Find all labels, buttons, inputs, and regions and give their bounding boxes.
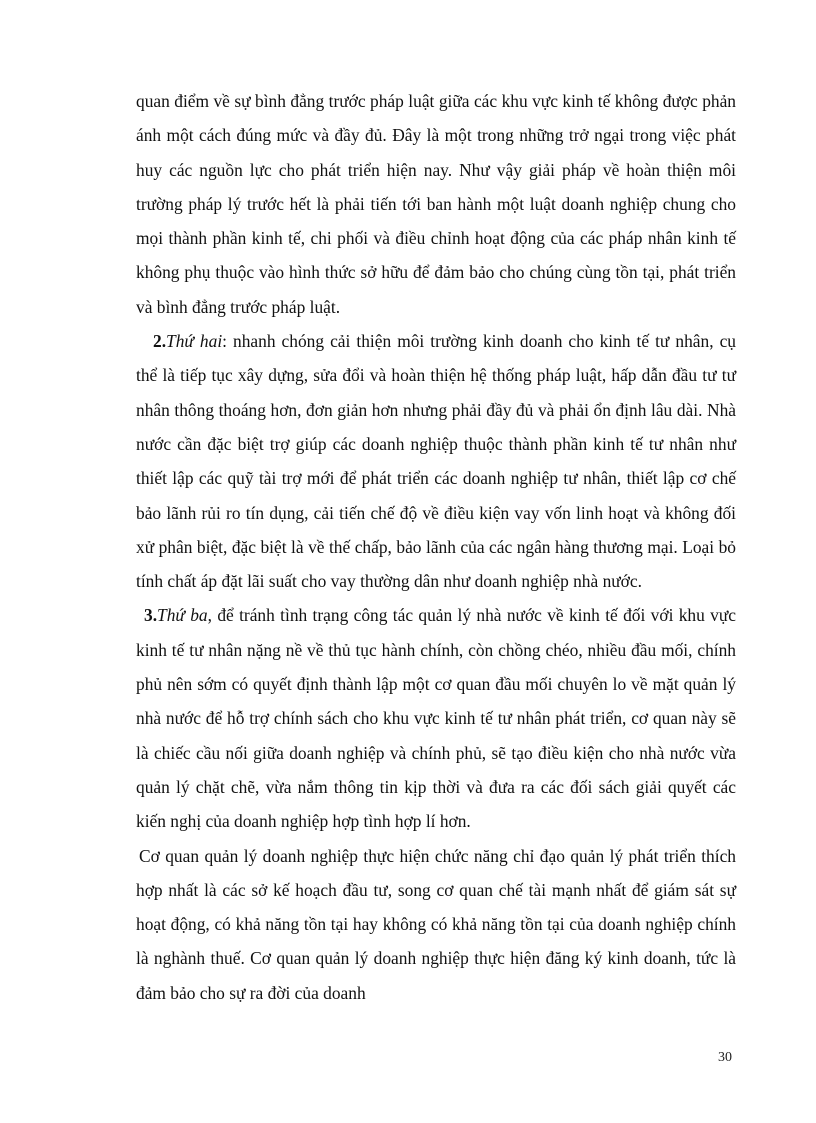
page-number: 30: [718, 1050, 732, 1065]
point-number: 2.: [153, 331, 167, 352]
paragraph-continued: [136, 84, 736, 324]
paragraph-third-point: [136, 598, 736, 838]
paragraph-text: , để tránh tình trạng công tác quản lý nhà nước về kinh tế đối với khu vực kinh tế tư nhân nặng nề về thủ tục hành chính, còn chồng chéo, nhiều đầu mối, chính phủ nên sớm có quyết định thành lập một cơ quan đầu mối chuyên lo về mặt quản lý nhà nước để hỗ trợ chính sách cho khu vực kinh tế tư nhân phát triển, cơ quan này sẽ là chiếc cầu nối giữa doanh nghiệp và chính phủ, sẽ tạo điều kiện cho nhà nước vừa quản lý chặt chẽ, vừa nắm thông tin kịp thời và đưa ra các đối sách giải quyết các kiến nghị của doanh nghiệp hợp tình hợp lí hơn.: [136, 605, 737, 832]
body-text: [136, 84, 736, 1010]
paragraph-text: Cơ quan quản lý doanh nghiệp thực hiện chức năng chỉ đạo quản lý phát triển thích hợp nhất là các sở kế hoạch đầu tư, song cơ quan chế tài mạnh nhất để giám sát sự hoạt động, có khả năng tồn tại hay không có khả năng tồn tại của doanh nghiệp chính là nghành thuế. Cơ quan quản lý doanh nghiệp thực hiện đăng ký kinh doanh, tức là đảm bảo cho sự ra đời của doanh: [136, 845, 736, 1003]
paragraph-second-point: [136, 324, 736, 598]
paragraph-text: quan điểm về sự bình đẳng trước pháp luật giữa các khu vực kinh tế không được phản ánh một cách đúng mức và đầy đủ. Đây là một trong những trở ngại trong việc phát huy các nguồn lực cho phát triển hiện nay. Như vậy giải pháp về hoàn thiện môi trường pháp lý trước hết là phải tiến tới ban hành một luật doanh nghiệp chung cho mọi thành phần kinh tế, chi phối và điều chỉnh hoạt động của các pháp nhân kinh tế không phụ thuộc vào hình thức sở hữu để đảm bảo cho chúng cùng tồn tại, phát triển và bình đẳng trước pháp luật.: [136, 91, 736, 317]
point-lead: Thứ hai: [166, 331, 223, 352]
point-lead: Thứ ba: [157, 605, 208, 626]
paragraph-text: : nhanh chóng cải thiện môi trường kinh doanh cho kinh tế tư nhân, cụ thể là tiếp tục xây dựng, sửa đổi và hoàn thiện hệ thống pháp luật, hấp dẫn đầu tư tư nhân thông thoáng hơn, đơn giản hơn nhưng phải đầy đủ và phải ổn định lâu dài. Nhà nước cần đặc biệt trợ giúp các doanh nghiệp thuộc thành phần kinh tế tư nhân như thiết lập các quỹ tài trợ mới để phát triển các doanh nghiệp tư nhân, thiết lập cơ chế bảo lãnh rủi ro tín dụng, cải tiến chế độ về điều kiện vay vốn linh hoạt và không đối xử phân biệt, đặc biệt là về thế chấp, bảo lãnh của các ngân hàng thương mại. Loại bỏ tính chất áp đặt lãi suất cho vay thường dân như doanh nghiệp nhà nước.: [136, 331, 736, 592]
paragraph-agency: [136, 839, 736, 1010]
point-number: 3.: [144, 605, 158, 626]
